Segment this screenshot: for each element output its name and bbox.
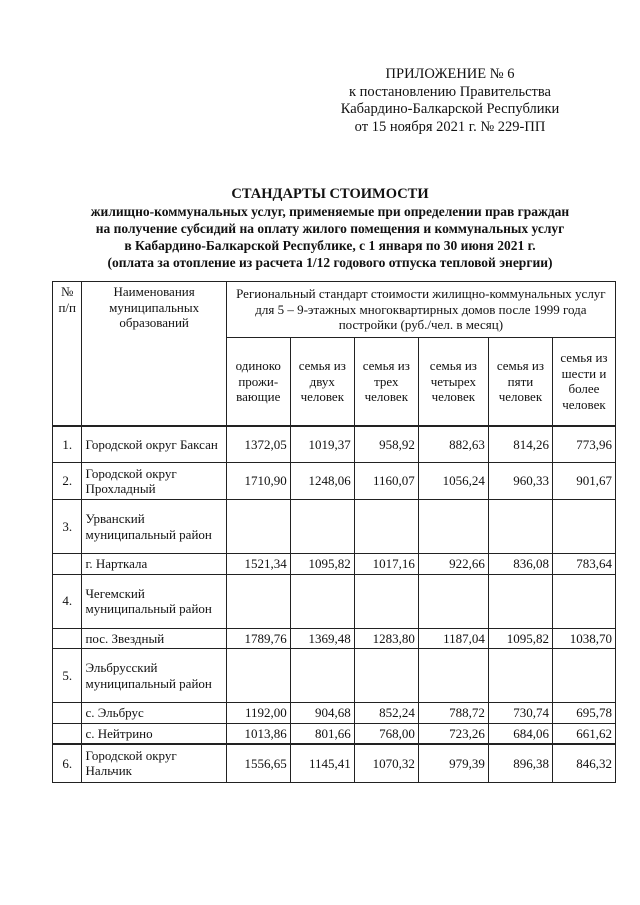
row-value (488, 574, 552, 628)
row-value: 846,32 (552, 744, 615, 782)
row-value: 773,96 (552, 426, 615, 463)
row-value: 1710,90 (226, 463, 290, 500)
row-value (552, 649, 615, 703)
table-row (53, 554, 616, 575)
header-col: семья из шести и более человек (552, 338, 615, 426)
row-value: 661,62 (552, 723, 615, 744)
row-value (354, 649, 418, 703)
row-value (418, 649, 488, 703)
row-value: 882,63 (418, 426, 488, 463)
title-line: в Кабардино-Балкарской Республике, с 1 января по 30 июня 2021 г. (124, 238, 536, 253)
row-number: 1. (53, 426, 82, 463)
row-value: 904,68 (290, 703, 354, 724)
row-value (290, 500, 354, 554)
table-row (53, 649, 616, 703)
table-row (53, 500, 616, 554)
row-number (53, 703, 82, 724)
row-number: 3. (53, 500, 82, 554)
row-name: с. Нейтрино (82, 723, 226, 744)
row-value: 768,00 (354, 723, 418, 744)
header-num: № п/п (53, 282, 82, 426)
row-value (226, 574, 290, 628)
row-value: 1019,37 (290, 426, 354, 463)
row-value (418, 500, 488, 554)
row-value (290, 649, 354, 703)
row-value: 1038,70 (552, 628, 615, 649)
row-name: Эльбрусский муниципальный район (82, 649, 226, 703)
row-value: 801,66 (290, 723, 354, 744)
row-value: 1145,41 (290, 744, 354, 782)
row-value: 684,06 (488, 723, 552, 744)
row-value: 958,92 (354, 426, 418, 463)
row-number (53, 554, 82, 575)
table-row (53, 628, 616, 649)
row-value (552, 574, 615, 628)
annex-line: Кабардино-Балкарской Республики (340, 101, 560, 117)
row-value (488, 649, 552, 703)
row-value: 979,39 (418, 744, 488, 782)
row-number (53, 628, 82, 649)
row-value (290, 574, 354, 628)
row-value: 723,26 (418, 723, 488, 744)
standards-table (52, 281, 616, 783)
row-name: Городской округ Прохладный (82, 463, 226, 500)
row-value: 788,72 (418, 703, 488, 724)
row-value: 1556,65 (226, 744, 290, 782)
row-name: Чегемский муниципальный район (82, 574, 226, 628)
row-value: 852,24 (354, 703, 418, 724)
row-value: 1187,04 (418, 628, 488, 649)
row-value: 730,74 (488, 703, 552, 724)
row-value: 1013,86 (226, 723, 290, 744)
table-row (53, 723, 616, 744)
header-name: Наименования муниципальных образований (82, 282, 226, 426)
row-value: 1521,34 (226, 554, 290, 575)
header-col: семья из пяти человек (488, 338, 552, 426)
row-value: 1095,82 (488, 628, 552, 649)
row-value: 896,38 (488, 744, 552, 782)
title-line: (оплата за отопление из расчета 1/12 годового отпуска тепловой энергии) (107, 255, 553, 270)
row-name: Урванский муниципальный район (82, 500, 226, 554)
row-value: 1789,76 (226, 628, 290, 649)
row-value: 1160,07 (354, 463, 418, 500)
row-name: Городской округ Нальчик (82, 744, 226, 782)
row-value: 814,26 (488, 426, 552, 463)
row-value (354, 574, 418, 628)
title-line: на получение субсидий на оплату жилого помещения и коммунальных услуг (95, 221, 565, 236)
row-value (226, 649, 290, 703)
annex-block (300, 66, 600, 136)
annex-title: ПРИЛОЖЕНИЕ № 6 (385, 66, 515, 82)
row-value (354, 500, 418, 554)
row-value: 1095,82 (290, 554, 354, 575)
row-number: 4. (53, 574, 82, 628)
row-value: 836,08 (488, 554, 552, 575)
row-value (488, 500, 552, 554)
table-row (53, 703, 616, 724)
row-value (418, 574, 488, 628)
row-name: Городской округ Баксан (82, 426, 226, 463)
row-number: 2. (53, 463, 82, 500)
header-col: одиноко прожи-вающие (226, 338, 290, 426)
annex-line: к постановлению Правительства (349, 83, 551, 100)
annex-date: от 15 ноября 2021 г. № 229-ПП (354, 118, 546, 135)
row-value: 1070,32 (354, 744, 418, 782)
row-number: 5. (53, 649, 82, 703)
header-col: семья из трех человек (354, 338, 418, 426)
document-title-block (50, 186, 610, 271)
row-value: 1056,24 (418, 463, 488, 500)
row-name: пос. Звездный (82, 628, 226, 649)
row-value: 783,64 (552, 554, 615, 575)
row-value (552, 500, 615, 554)
row-value: 960,33 (488, 463, 552, 500)
row-value: 1192,00 (226, 703, 290, 724)
row-value: 1369,48 (290, 628, 354, 649)
document-title: СТАНДАРТЫ СТОИМОСТИ (231, 186, 429, 202)
row-value: 1017,16 (354, 554, 418, 575)
table-row (53, 426, 616, 463)
row-name: г. Нарткала (82, 554, 226, 575)
row-value (226, 500, 290, 554)
row-value: 901,67 (552, 463, 615, 500)
table-row (53, 463, 616, 500)
title-line: жилищно-коммунальных услуг, применяемые при определении прав граждан (90, 204, 570, 219)
table-row (53, 574, 616, 628)
row-value: 1372,05 (226, 426, 290, 463)
row-value: 1248,06 (290, 463, 354, 500)
header-col: семья из двух человек (290, 338, 354, 426)
header-col: семья из четырех человек (418, 338, 488, 426)
row-name: с. Эльбрус (82, 703, 226, 724)
row-value: 922,66 (418, 554, 488, 575)
row-number: 6. (53, 744, 82, 782)
table-row (53, 744, 616, 782)
row-number (53, 723, 82, 744)
row-value: 695,78 (552, 703, 615, 724)
row-value: 1283,80 (354, 628, 418, 649)
header-main: Региональный стандарт стоимости жилищно-коммунальных услуг для 5 – 9-этажных многоквартирных домов после 1999 года постройки (руб./чел. в месяц) (226, 282, 615, 338)
